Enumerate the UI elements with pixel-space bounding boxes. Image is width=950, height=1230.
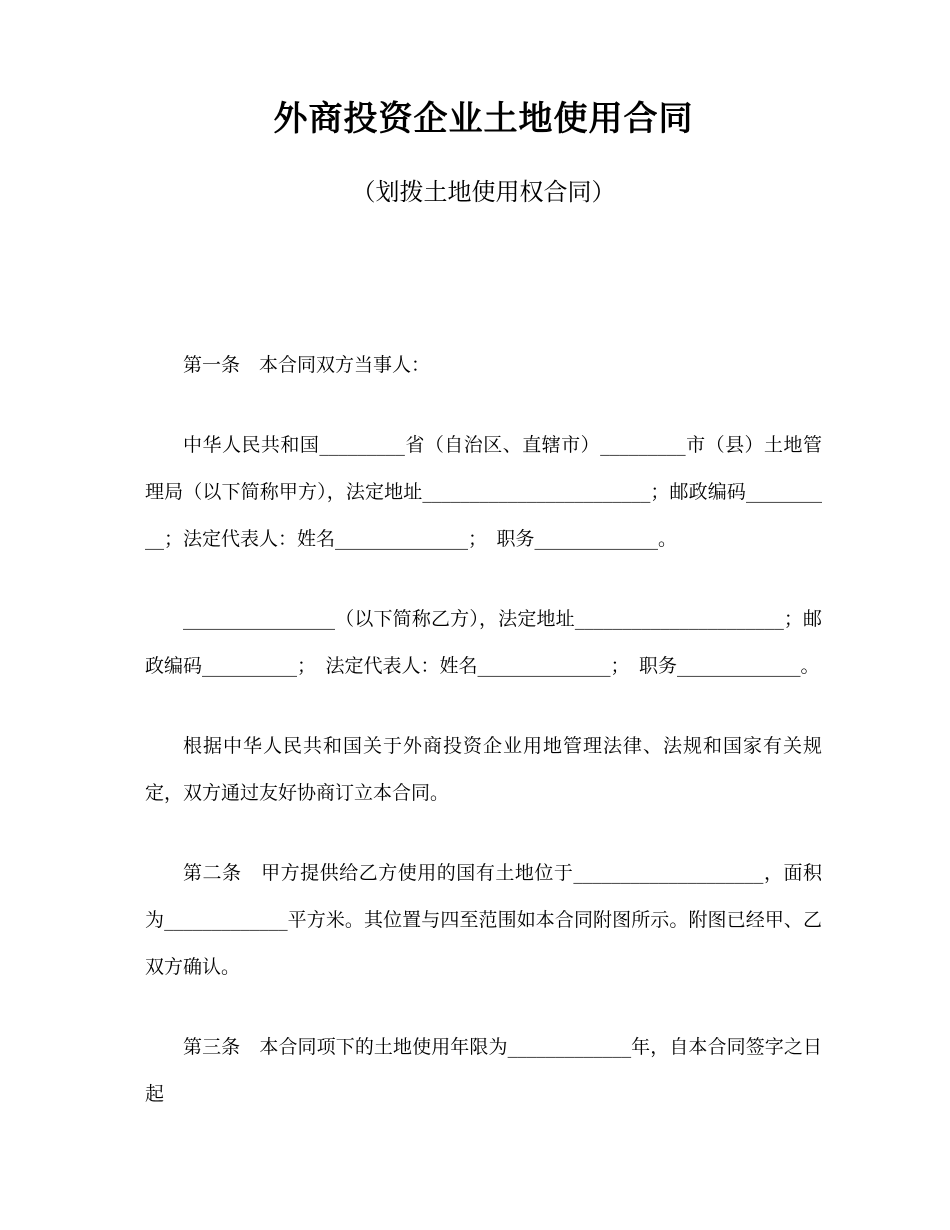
para-preamble: 根据中华人民共和国关于外商投资企业用地管理法律、法规和国家有关规定，双方通过友好协商订立本合同。 [145,734,822,804]
document-title: 外商投资企业土地使用合同 [273,99,694,139]
document-body [145,342,822,1118]
para-article-3: 第三条 本合同项下的土地使用年限为_____________年，自本合同签字之日起 [145,1035,822,1105]
para-article-2: 第二条 甲方提供给乙方使用的国有土地位于____________________，面积为_____________平方米。其位置与四至范围如本合同附图所示。附图已经甲、乙双方确认。 [145,861,822,978]
document-subtitle: （划拨土地使用权合同） [351,177,616,206]
para-party-a: 中华人民共和国_________省（自治区、直辖市）_________市（县）土地管理局（以下简称甲方），法定地址________________________；邮政编码__________；法定代表人：姓名______________； 职务_____________。 [145,433,822,550]
para-article-1-heading: 第一条 本合同双方当事人： [183,353,431,376]
para-party-b: ________________（以下简称乙方），法定地址______________________；邮政编码__________； 法定代表人：姓名______________； 职务_____________。 [145,607,822,677]
